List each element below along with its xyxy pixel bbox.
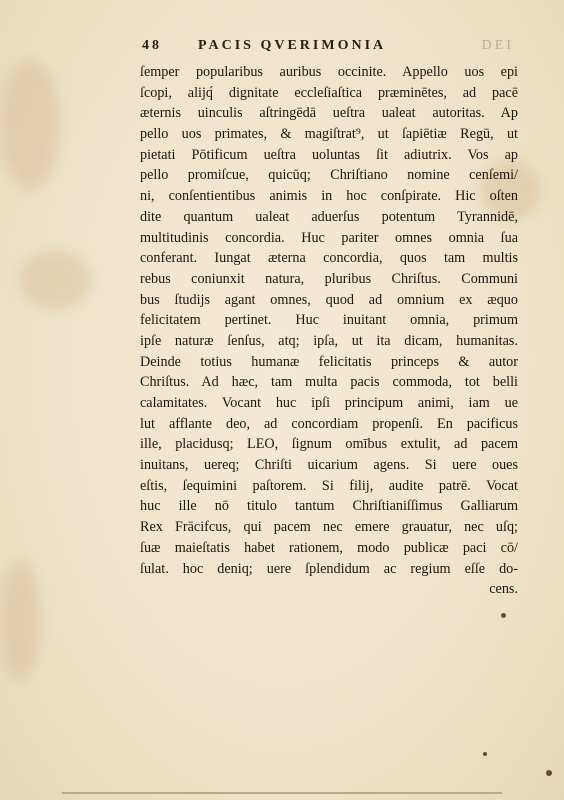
text-line: multitudinis concordia. Huc pariter omnes omnia ſua: [140, 229, 518, 246]
text-line: huc ille nō titulo tantum Chriſtianiſſimus Galliarum: [140, 498, 518, 515]
text-line: ipſe naturæ ſenſus, atq; ipſa, ut ita dicam, humanitas.: [140, 332, 518, 349]
text-line: Rex Frācifcus, qui pacem nec emere grauatur, nec uſq;: [140, 519, 518, 536]
text-line: eſtis, ſequimini paſtorem. Si filij, audite patrē. Vocat: [140, 477, 518, 494]
text-line: pietati Pōtificum ueſtra uoluntas ſit adiutrix. Vos ap: [140, 146, 518, 163]
text-line-final: cens.: [489, 581, 518, 598]
running-title: PACIS QVERIMONIA: [198, 38, 387, 53]
text-line: Deinde totius humanæ felicitatis princeps & autor: [140, 353, 518, 370]
ink-spot: [483, 752, 487, 756]
text-line: calamitates. Vocant huc ipſi principum animi, iam ue: [140, 395, 518, 411]
ink-spot: [546, 770, 552, 776]
page-header: [142, 38, 522, 60]
foxing-stain: [0, 560, 40, 680]
text-line: ille, placidusq; LEO, ſignum omībus extulit, ad pacem: [140, 436, 518, 453]
foxing-stain: [20, 250, 90, 310]
text-line: pello promiſcue, quicūq; Chriſtiano nomine cenſemi/: [140, 167, 518, 184]
text-line: conferant. Iungat æterna concordia, quos tam multis: [140, 250, 518, 267]
ink-spot: [501, 613, 506, 618]
text-line: inuitans, uereq; Chriſti uicarium agens. Si uere oues: [140, 457, 518, 474]
text-line: bus ſtudijs agant omnes, quod ad omnium ex æquo: [140, 291, 518, 308]
text-line: ni, conſentientibus animis in hoc conſpirate. Hic oſten: [140, 188, 518, 205]
catchword-bleed: DEI: [481, 38, 514, 53]
text-line: felicitatem pertinet. Huc inuitant omnia, primum: [140, 312, 518, 329]
text-line: pello uos primates, & magiſtrat⁹, ut ſapiētiæ Regū, ut: [140, 126, 518, 143]
text-line: ſcopi, alijq́ dignitate eccleſiaſtica præminētes, ad pacē: [140, 84, 518, 101]
text-line: lut afflante deo, ad concordiam propenſi. En pacificus: [140, 415, 518, 432]
text-line: rebus coniunxit natura, pluribus Chriſtus. Communi: [140, 270, 518, 287]
text-line: ſemper popularibus auribus occinite. Appello uos epi: [140, 64, 518, 80]
text-line: dite quantum ualeat aduerſus potentum Tyrannidē,: [140, 208, 518, 225]
folio-number: 48: [142, 38, 162, 53]
text-line: ſuæ maieſtatis habet rationem, modo publicæ paci cō/: [140, 539, 518, 556]
text-line: æternis uinculis aſtringēdā ueſtra ualeat autoritas. Ap: [140, 105, 518, 122]
text-line: Chriſtus. Ad hæc, tam multa pacis commoda, tot belli: [140, 374, 518, 391]
text-line: ſulat. hoc deniq; uere ſplendidum ac regium eſſe do-: [140, 560, 518, 577]
page-edge: [62, 792, 502, 794]
body-text: [140, 62, 518, 600]
foxing-stain: [0, 60, 60, 190]
